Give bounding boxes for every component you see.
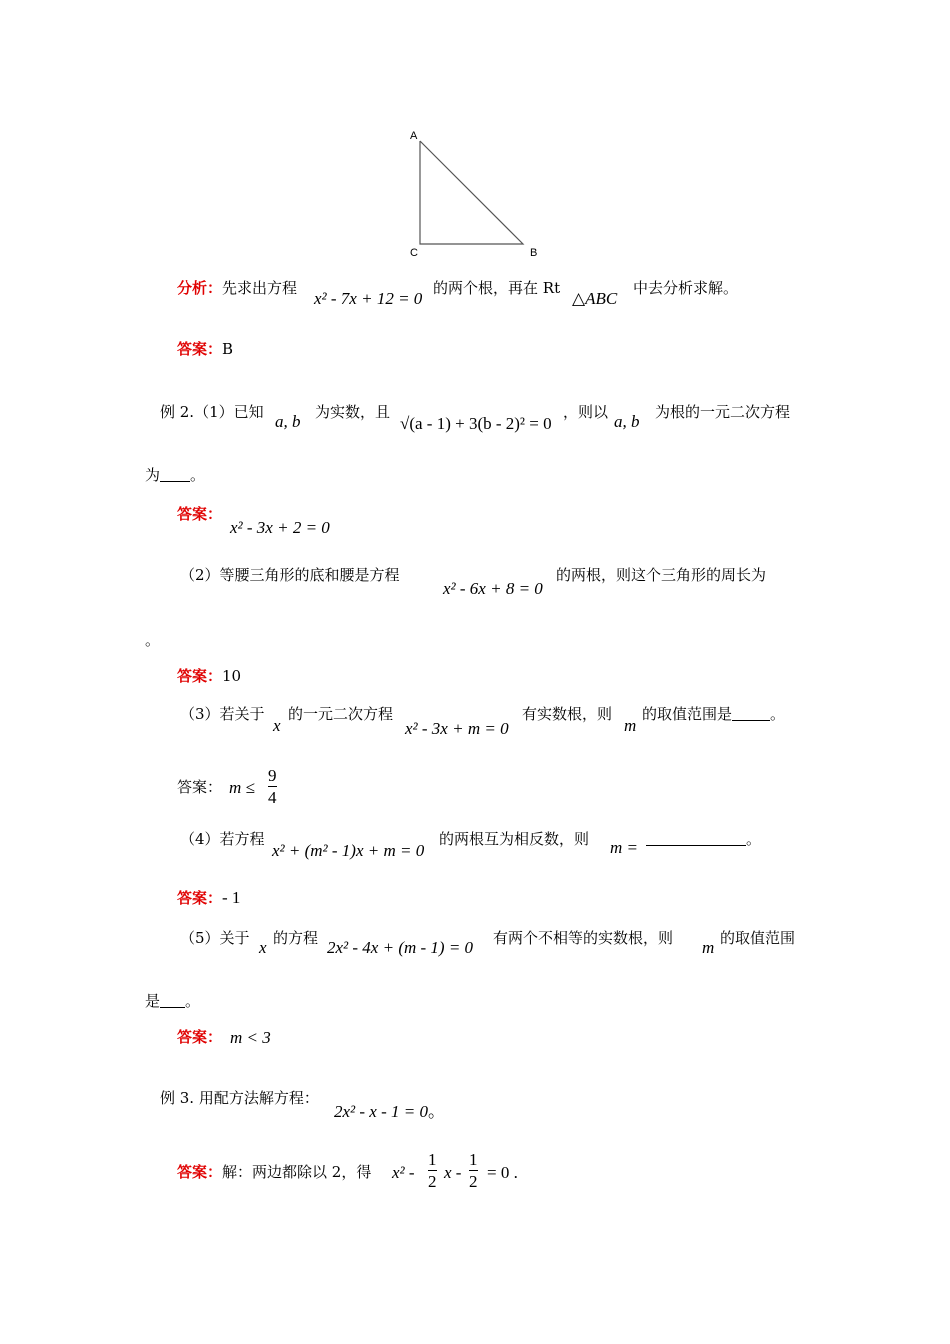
p3-answer-fraction	[268, 767, 277, 807]
p3-text-1: （3）若关于	[180, 705, 265, 723]
p3-text-4	[642, 705, 785, 723]
p5-answer-label: 答案：	[177, 1028, 223, 1046]
answer-blank-3	[732, 706, 770, 721]
example3-equation	[334, 1102, 445, 1122]
p4-equation: x² + (m² - 1)x + m = 0	[272, 841, 425, 860]
p3-text-2: 的一元二次方程	[288, 705, 394, 723]
example3-answer-text: 解：两边都除以 2，得	[222, 1163, 372, 1181]
answer-blank-4	[646, 831, 746, 846]
condition-equation: √(a - 1) + 3(b - 2)² = 0	[400, 414, 552, 433]
example3-answer-eq-start: x² -	[392, 1163, 415, 1182]
p1-answer-label: 答案：	[177, 505, 223, 523]
p5-line-shi	[145, 992, 200, 1010]
fraction-9-4	[268, 767, 277, 807]
p5-equation: 2x² - 4x + (m - 1) = 0	[327, 938, 474, 957]
p5-text-2: 的方程	[273, 929, 319, 947]
p5-period: 。	[185, 992, 201, 1010]
p3-text-4-span: 的取值范围是	[642, 705, 733, 723]
p4-answer-value: - 1	[222, 888, 241, 907]
analysis-text-2	[433, 279, 560, 297]
example3-period: 。	[427, 1102, 445, 1121]
p1-answer-equation: x² - 3x + 2 = 0	[230, 518, 330, 537]
vars-ab-1: a, b	[275, 412, 301, 431]
p2-text-1: （2）等腰三角形的底和腰是方程	[180, 566, 400, 584]
p5-text-4: 的取值范围	[720, 929, 796, 947]
fraction-2-den: 2	[469, 1171, 478, 1191]
text-wei: 为	[145, 466, 161, 484]
example2-intro: 例 2.（1）已知	[160, 403, 264, 421]
text-real: 为实数，且	[315, 403, 391, 421]
p3-equation: x² - 3x + m = 0	[405, 719, 509, 738]
p4-lhs: m =	[610, 838, 638, 857]
example3-answer	[177, 1163, 371, 1181]
p3-period: 。	[770, 705, 786, 723]
p3-var-m: m	[624, 716, 637, 735]
fraction-numerator: 9	[268, 766, 277, 785]
vertex-c-label: C	[410, 247, 418, 259]
fraction-one-half-2	[469, 1151, 478, 1191]
p4-blank-line	[646, 830, 761, 848]
vertex-b-label: B	[530, 247, 538, 259]
analysis-label: 分析：	[177, 279, 223, 297]
p2-equation: x² - 6x + 8 = 0	[443, 579, 543, 598]
example3-answer-label: 答案：	[177, 1163, 223, 1181]
p4-answer-label: 答案：	[177, 889, 223, 907]
answer-blank-5	[160, 993, 185, 1008]
p2-text-2: 的两根，则这个三角形的周长为	[556, 566, 767, 584]
line-wei	[145, 466, 205, 484]
p4-text-2: 的两根互为相反数，则	[439, 830, 590, 848]
answer-blank-1	[160, 467, 190, 482]
triangle-abc: △ABC	[572, 289, 618, 308]
p2-answer-label: 答案：	[177, 667, 223, 685]
example3-answer-mid: x -	[444, 1163, 462, 1182]
analysis-text-1: 先求出方程	[222, 279, 298, 297]
fraction-one-half-1	[428, 1151, 437, 1191]
analysis-equation	[314, 289, 422, 309]
p3-answer	[177, 778, 222, 796]
analysis-text-2-span: 的两个根，再在	[433, 279, 539, 297]
fraction-1-num: 1	[428, 1150, 437, 1169]
example3-intro: 例 3. 用配方法解方程：	[160, 1089, 319, 1107]
p2-period: 。	[145, 631, 161, 649]
right-triangle-figure	[400, 125, 550, 265]
rt-label: Rt	[542, 279, 561, 297]
p2-answer	[177, 667, 241, 685]
p5-var-x: x	[259, 938, 267, 957]
vertex-a-label: A	[410, 130, 418, 142]
p4-answer	[177, 888, 240, 908]
analysis-equation-text: x² - 7x + 12 = 0	[314, 289, 423, 308]
example3-answer-end: = 0 .	[487, 1163, 518, 1182]
p5-text-3: 有两个不相等的实数根，则	[493, 929, 674, 947]
triangle-edges	[420, 141, 523, 244]
period-1: 。	[190, 466, 206, 484]
example3-fraction-2	[469, 1151, 478, 1191]
example3-fraction-1	[428, 1151, 437, 1191]
fraction-denominator: 4	[268, 787, 277, 807]
p3-var-x: x	[273, 716, 281, 735]
fraction-2-num: 1	[469, 1150, 478, 1169]
example3-equation-text: 2x² - x - 1 = 0	[334, 1102, 428, 1121]
p2-answer-value: 10	[222, 667, 242, 685]
analysis-text-3: 中去分析求解。	[633, 279, 739, 297]
p4-text-1: （4）若方程	[180, 830, 265, 848]
p5-text-5: 是	[145, 992, 161, 1010]
p5-text-1: （5）关于	[180, 929, 250, 947]
p4-period: 。	[746, 830, 762, 848]
answer-value: B	[222, 340, 234, 358]
fraction-1-den: 2	[428, 1171, 437, 1191]
example1-answer	[177, 340, 233, 358]
p3-answer-m-le: m ≤	[229, 778, 255, 797]
text-root: 为根的一元二次方程	[655, 403, 791, 421]
p3-text-3: 有实数根，则	[522, 705, 613, 723]
analysis-line	[177, 279, 297, 297]
p5-answer-expr: m < 3	[230, 1028, 271, 1047]
vars-ab-2: a, b	[614, 412, 640, 431]
text-then: ，则以	[563, 403, 609, 421]
p3-answer-label: 答案：	[177, 778, 223, 796]
answer-label: 答案：	[177, 340, 223, 358]
p5-var-m: m	[702, 938, 715, 957]
